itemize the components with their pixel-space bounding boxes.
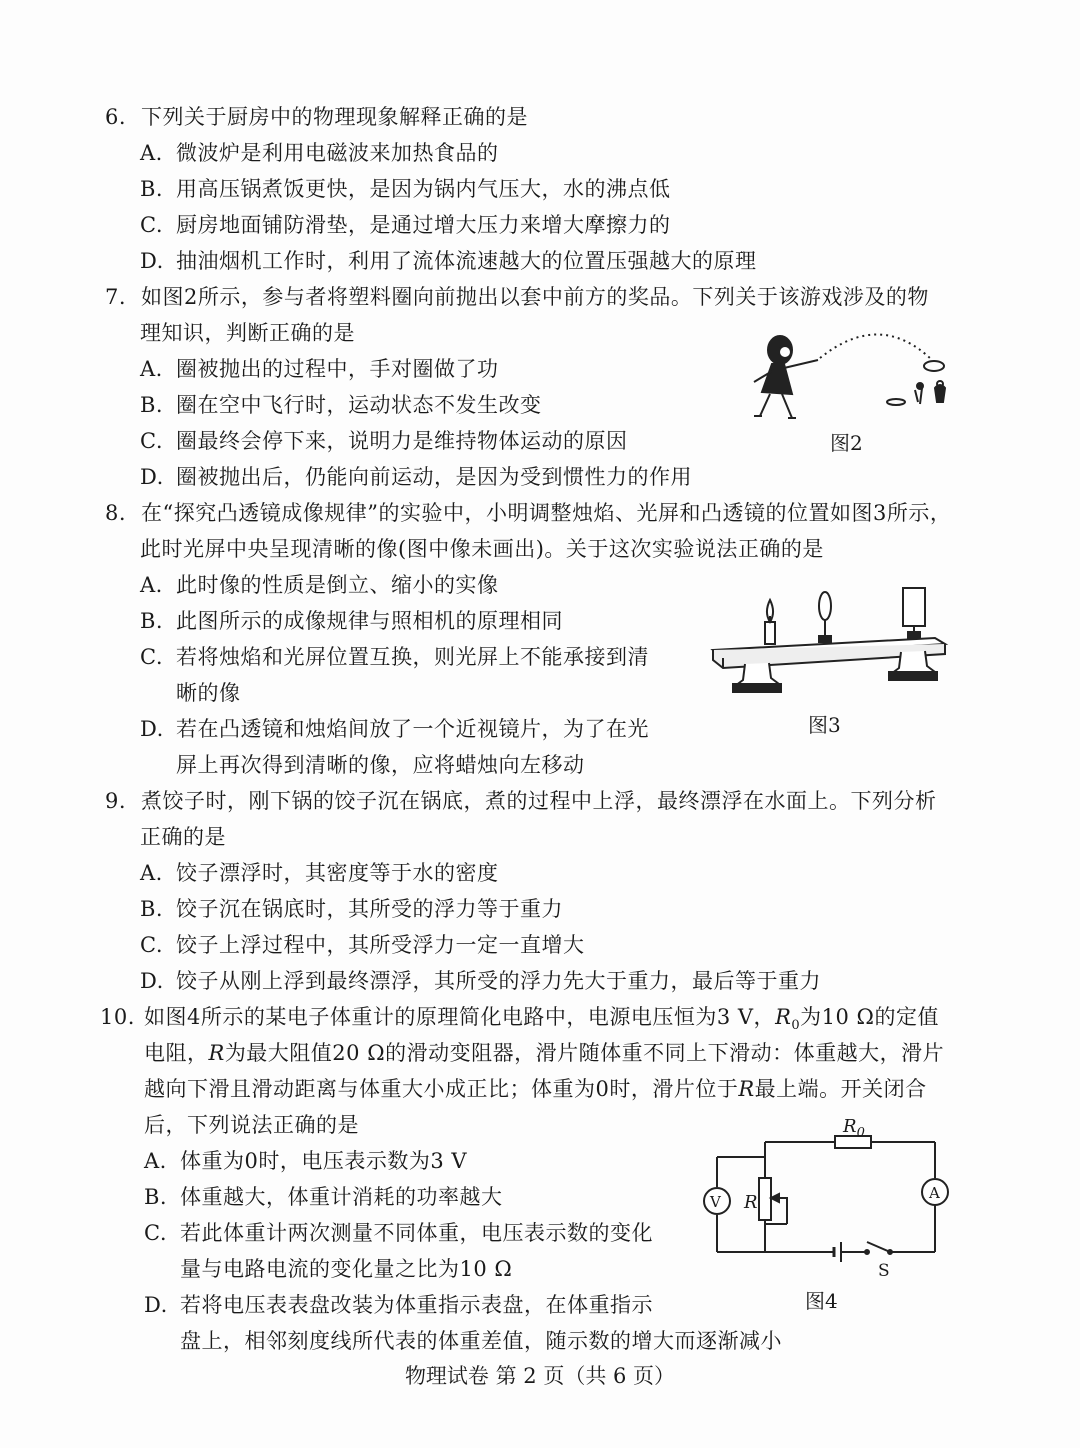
option-text: 此图所示的成像规律与照相机的原理相同: [176, 609, 563, 633]
r0-sub: 0: [856, 1125, 865, 1141]
q8-stem-line2: 此时光屏中央呈现清晰的像(图中像未画出)。关于这次实验说法正确的是: [140, 537, 824, 561]
option-letter: D.: [140, 717, 164, 741]
option-text: 用高压锅煮饭更快，是因为锅内气压大，水的沸点低: [176, 177, 671, 201]
option-letter: B.: [144, 1185, 168, 1209]
q9-number: 9.: [105, 789, 127, 813]
option-text: 饺子上浮过程中，其所受浮力一定一直增大: [176, 933, 585, 957]
q8-option-a: [140, 571, 499, 599]
q10-number: 10.: [100, 1005, 135, 1029]
q6-number: 6.: [105, 105, 127, 129]
circuit-label-a: A: [929, 1184, 940, 1202]
q8-option-c-line2: 晰的像: [176, 681, 241, 705]
q8-option-d-line1: [140, 715, 649, 743]
q10-stem-text: 最上端。开关闭合: [754, 1077, 927, 1101]
option-letter: B.: [140, 609, 164, 633]
figure-3-caption: 图3: [808, 713, 841, 737]
option-letter: D.: [144, 1293, 168, 1317]
q8-option-c-line1: [140, 643, 649, 671]
var-r: R: [738, 1077, 755, 1101]
q7-stem-text: 如图2所示，参与者将塑料圈向前抛出以套中前方的奖品。下列关于该游戏涉及的物: [141, 285, 929, 309]
q9-option-b: [140, 895, 563, 923]
q10-option-d-line1: [144, 1291, 653, 1319]
q8-number: 8.: [105, 501, 127, 525]
option-letter: A.: [140, 141, 163, 165]
q7-option-b: [140, 391, 542, 419]
q9-stem-text: 煮饺子时，刚下锅的饺子沉在锅底，煮的过程中上浮，最终漂浮在水面上。下列分析: [141, 789, 937, 813]
q9-option-d: [140, 967, 821, 995]
option-text: 体重为0时，电压表示数为3 V: [180, 1149, 468, 1173]
q7-stem-line1: [105, 283, 929, 311]
q10-option-c-line1: [144, 1219, 653, 1247]
option-text: 若此体重计两次测量不同体重，电压表示数的变化: [180, 1221, 653, 1245]
option-letter: B.: [140, 897, 164, 921]
option-text: 厨房地面铺防滑垫，是通过增大压力来增大摩擦力的: [176, 213, 671, 237]
figure-3-optical-bench: [705, 580, 955, 700]
option-letter: D.: [140, 465, 164, 489]
q9-stem-line1: [105, 787, 937, 815]
q10-stem-line4: 后，下列说法正确的是: [144, 1113, 359, 1137]
page-footer: 物理试卷 第 2 页（共 6 页）: [404, 1364, 676, 1388]
q8-stem-text: 在“探究凸透镜成像规律”的实验中，小明调整烛焰、光屏和凸透镜的位置如图3所示，: [141, 501, 952, 525]
option-text: 圈被抛出后，仍能向前运动，是因为受到惯性力的作用: [176, 465, 692, 489]
q10-option-a: [144, 1147, 467, 1175]
q10-stem-text: 电阻，: [144, 1041, 209, 1065]
option-letter: C.: [140, 933, 163, 957]
q10-stem-line1: [100, 1003, 939, 1040]
option-letter: A.: [140, 861, 163, 885]
q9-option-a: [140, 859, 499, 887]
q10-stem-line2: [144, 1039, 944, 1067]
option-letter: D.: [140, 969, 164, 993]
q6-option-c: [140, 211, 671, 239]
circuit-label-v: V: [710, 1193, 721, 1211]
option-text: 体重越大，体重计消耗的功率越大: [180, 1185, 503, 1209]
circuit-label-s: S: [878, 1261, 890, 1281]
option-letter: C.: [140, 429, 163, 453]
option-text: 圈最终会停下来，说明力是维持物体运动的原因: [176, 429, 628, 453]
option-text: 此时像的性质是倒立、缩小的实像: [176, 573, 499, 597]
option-text: 饺子从刚上浮到最终漂浮，其所受的浮力先大于重力，最后等于重力: [176, 969, 821, 993]
option-text: 若将烛焰和光屏位置互换，则光屏上不能承接到清: [176, 645, 649, 669]
q7-option-a: [140, 355, 499, 383]
q8-option-b: [140, 607, 563, 635]
var-r0: R: [775, 1005, 792, 1029]
var-r: R: [208, 1041, 225, 1065]
option-letter: B.: [140, 177, 164, 201]
option-text: 若将电压表表盘改装为体重指示表盘，在体重指示: [180, 1293, 653, 1317]
var-r0-sub: 0: [791, 1018, 801, 1034]
rheostat: [759, 1178, 771, 1220]
q7-number: 7.: [105, 285, 127, 309]
q10-option-b: [144, 1183, 503, 1211]
option-text: 饺子漂浮时，其密度等于水的密度: [176, 861, 499, 885]
figure-2-ring-toss: [740, 320, 960, 430]
option-letter: C.: [140, 645, 163, 669]
q10-stem-text: 越向下滑且滑动距离与体重大小成正比；体重为0时，滑片位于: [144, 1077, 739, 1101]
figure-4-caption: 图4: [805, 1289, 838, 1313]
q10-option-c-line2: 量与电路电流的变化量之比为10 Ω: [180, 1257, 513, 1281]
option-letter: A.: [140, 357, 163, 381]
q9-stem-line2: 正确的是: [140, 825, 226, 849]
option-text: 微波炉是利用电磁波来加热食品的: [176, 141, 499, 165]
option-letter: B.: [140, 393, 164, 417]
option-text: 抽油烟机工作时，利用了流体流速越大的位置压强越大的原理: [176, 249, 757, 273]
q10-stem-text: 为10 Ω的定值: [800, 1005, 939, 1029]
option-letter: A.: [144, 1149, 167, 1173]
figure-2-caption: 图2: [830, 431, 863, 455]
option-letter: A.: [140, 573, 163, 597]
q8-option-d-line2: 屏上再次得到清晰的像，应将蜡烛向左移动: [176, 753, 585, 777]
q6-stem: [105, 103, 528, 131]
q10-option-d-continued: 盘上，相邻刻度线所代表的体重差值，随示数的增大而逐渐减小: [180, 1329, 782, 1353]
q10-stem-text: 为最大阻值20 Ω的滑动变阻器，滑片随体重不同上下滑动：体重越大，滑片: [224, 1041, 945, 1065]
q10-stem-text: 如图4所示的某电子体重计的原理简化电路中，电源电压恒为3 V，: [144, 1005, 776, 1029]
circuit-label-r: R: [744, 1192, 758, 1213]
option-letter: C.: [140, 213, 163, 237]
option-text: 饺子沉在锅底时，其所受的浮力等于重力: [176, 897, 563, 921]
q6-option-d: [140, 247, 757, 275]
circuit-label-r0: [843, 1114, 865, 1147]
r0-letter: R: [843, 1116, 857, 1137]
q6-stem-text: 下列关于厨房中的物理现象解释正确的是: [141, 105, 528, 129]
option-text: 若在凸透镜和烛焰间放了一个近视镜片，为了在光: [176, 717, 649, 741]
option-text: 圈被抛出的过程中，手对圈做了功: [176, 357, 499, 381]
q8-stem-line1: [105, 499, 951, 527]
q6-option-b: [140, 175, 671, 203]
option-letter: C.: [144, 1221, 167, 1245]
switch: [867, 1242, 890, 1252]
q9-option-c: [140, 931, 585, 959]
q7-stem-line2: 理知识，判断正确的是: [140, 321, 355, 345]
figure-4-circuit: [695, 1112, 955, 1287]
q6-option-a: [140, 139, 499, 167]
q7-option-c: [140, 427, 628, 455]
option-letter: D.: [140, 249, 164, 273]
q10-stem-line3: [144, 1075, 927, 1103]
option-text: 圈在空中飞行时，运动状态不发生改变: [176, 393, 542, 417]
q7-option-d: [140, 463, 692, 491]
